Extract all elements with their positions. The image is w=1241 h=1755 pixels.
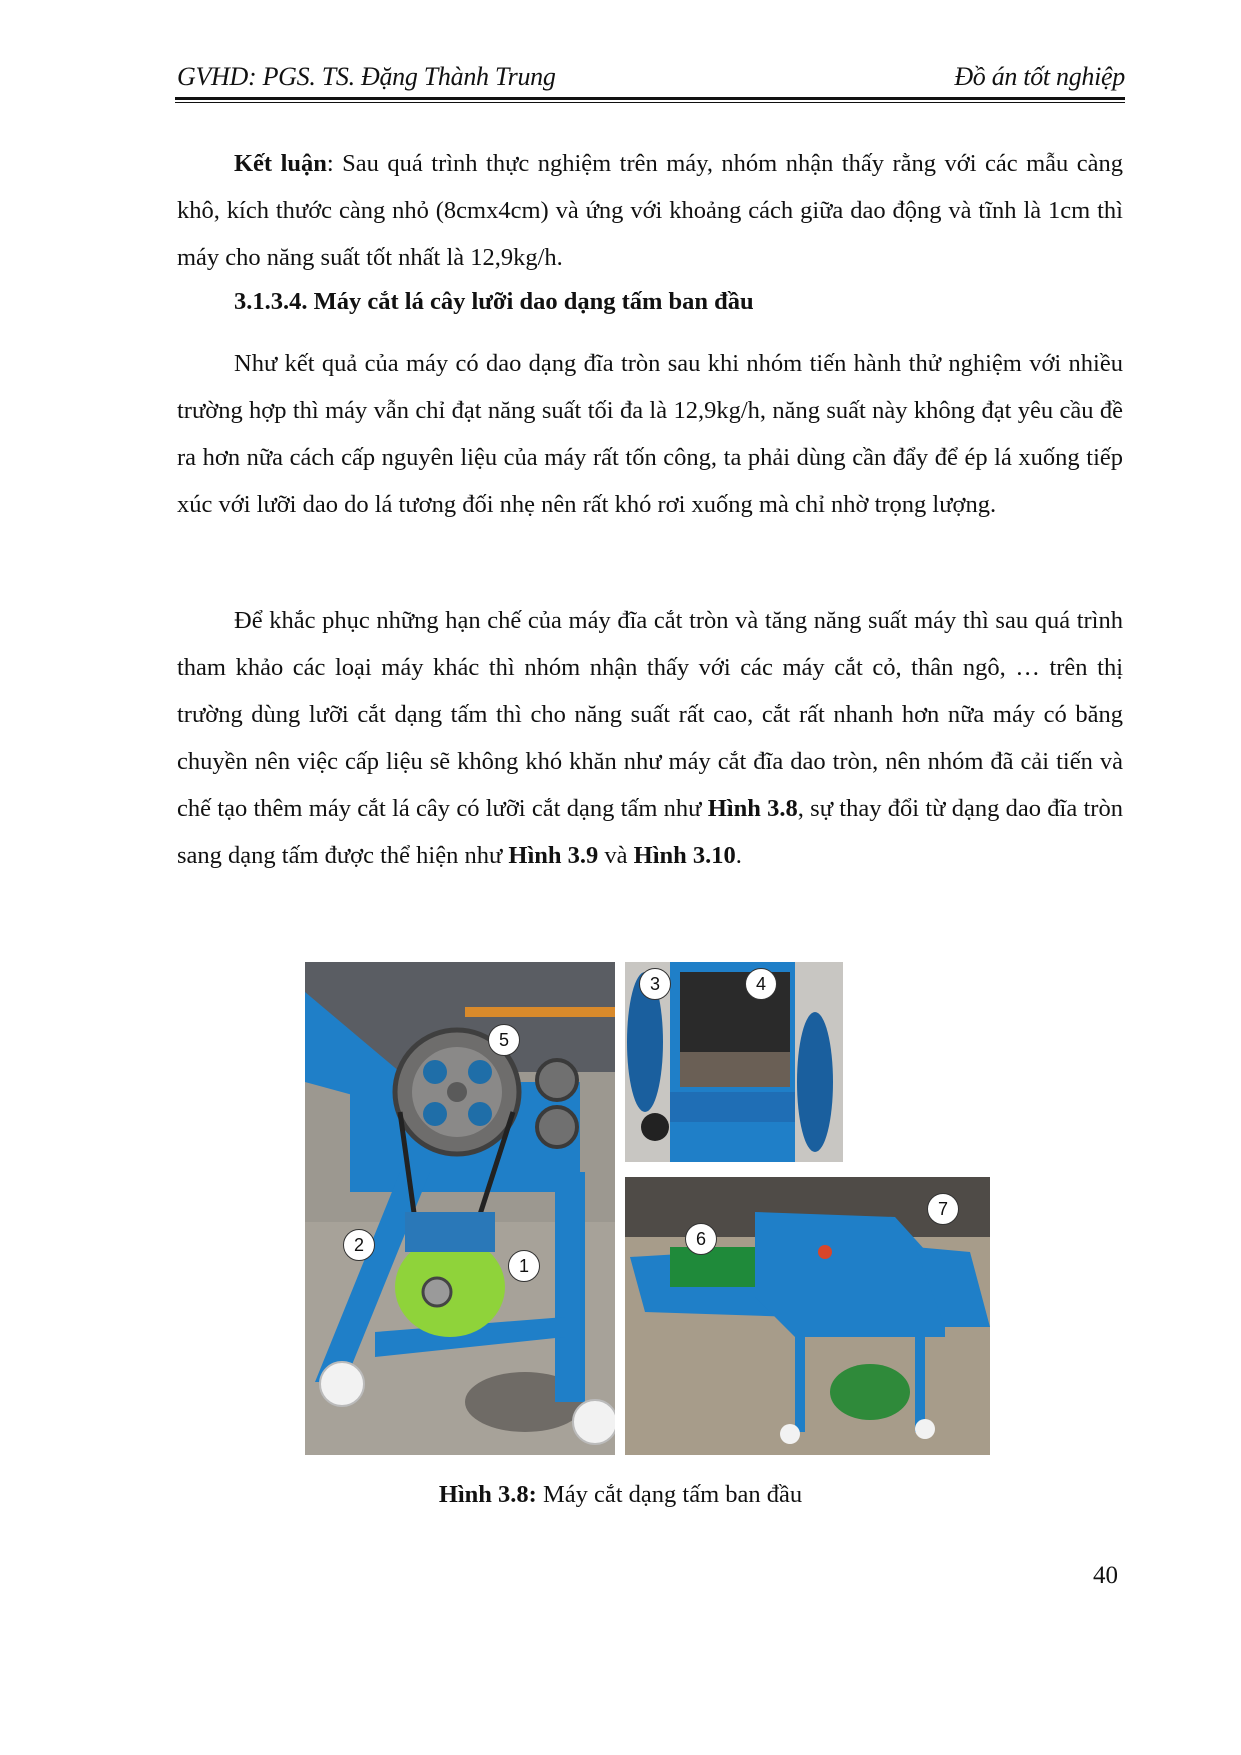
paragraph-2-and: và [598,842,634,869]
paragraph-1: Như kết quả của máy có dao dạng đĩa tròn sau khi nhóm tiến hành thử nghiệm với nhiều trường hợp thì máy vẫn chỉ đạt năng suất tối đa là 12,9kg/h, năng suất này không đạt yêu cầu đề ra hơn nữa cách cấp nguyên liệu của máy rất tốn công, ta phải dùng cần đẩy để ép lá xuống tiếp xúc với lưỡi dao do lá tương đối nhẹ nên rất khó rơi xuống mà chỉ nhờ trọng lượng. [177,350,1123,518]
photo-full-machine [625,1177,990,1455]
paragraph-2-end: . [735,842,742,869]
header-divider-thin [175,102,1125,103]
header-divider [175,97,1125,100]
figure-ref-3-10: Hình 3.10 [633,842,736,869]
header-supervisor: GVHD: PGS. TS. Đặng Thành Trung [177,62,556,91]
paragraph-2 [177,597,1123,879]
figure-ref-3-8: Hình 3.8 [707,795,798,822]
paragraph-2-text-mid: , sự thay đổi từ dạng dao đĩa tròn sang dạng tấm được thể hiện như [177,795,1123,869]
conclusion-label: Kết luận [234,150,327,177]
section-heading: 3.1.3.4. Máy cắt lá cây lưỡi dao dạng tấm ban đầu [234,288,754,315]
marker-1: 1 [508,1250,540,1282]
photo-front-view [305,962,615,1455]
page-header [175,62,1125,102]
marker-7: 7 [927,1193,959,1225]
figure-caption [0,1481,1241,1509]
marker-5: 5 [488,1024,520,1056]
marker-6: 6 [685,1223,717,1255]
marker-2: 2 [343,1229,375,1261]
conclusion-paragraph [177,140,1123,281]
marker-3: 3 [639,968,671,1000]
figure-ref-3-9: Hình 3.9 [508,842,599,869]
caption-text: Máy cắt dạng tấm ban đầu [536,1481,803,1508]
marker-4: 4 [745,968,777,1000]
paragraph-2-text: Để khắc phục những hạn chế của máy đĩa cắt tròn và tăng năng suất máy thì sau quá trình tham khảo các loại máy khác thì nhóm nhận thấy với các máy cắt cỏ, thân ngô, … trên thị trường dùng lưỡi cắt dạng tấm thì cho năng suất rất cao, cắt rất nhanh hơn nữa máy có băng chuyền nên việc cấp liệu sẽ không khó khăn như máy cắt đĩa dao tròn, nên nhóm đã cải tiến và chế tạo thêm máy cắt lá cây có lưỡi cắt dạng tấm như [177,607,1123,822]
header-doc-type: Đồ án tốt nghiệp [954,62,1125,91]
caption-label: Hình 3.8: [438,1481,537,1508]
photo-blade-view [625,962,843,1162]
conclusion-text: : Sau quá trình thực nghiệm trên máy, nhóm nhận thấy rằng với các mẫu càng khô, kích thước càng nhỏ (8cmx4cm) và ứng với khoảng cách giữa dao động và tĩnh là 1cm thì máy cho năng suất tốt nhất là 12,9kg/h. [177,150,1123,271]
machine-front-illustration [305,962,615,1455]
page-number: 40 [1093,1562,1118,1589]
